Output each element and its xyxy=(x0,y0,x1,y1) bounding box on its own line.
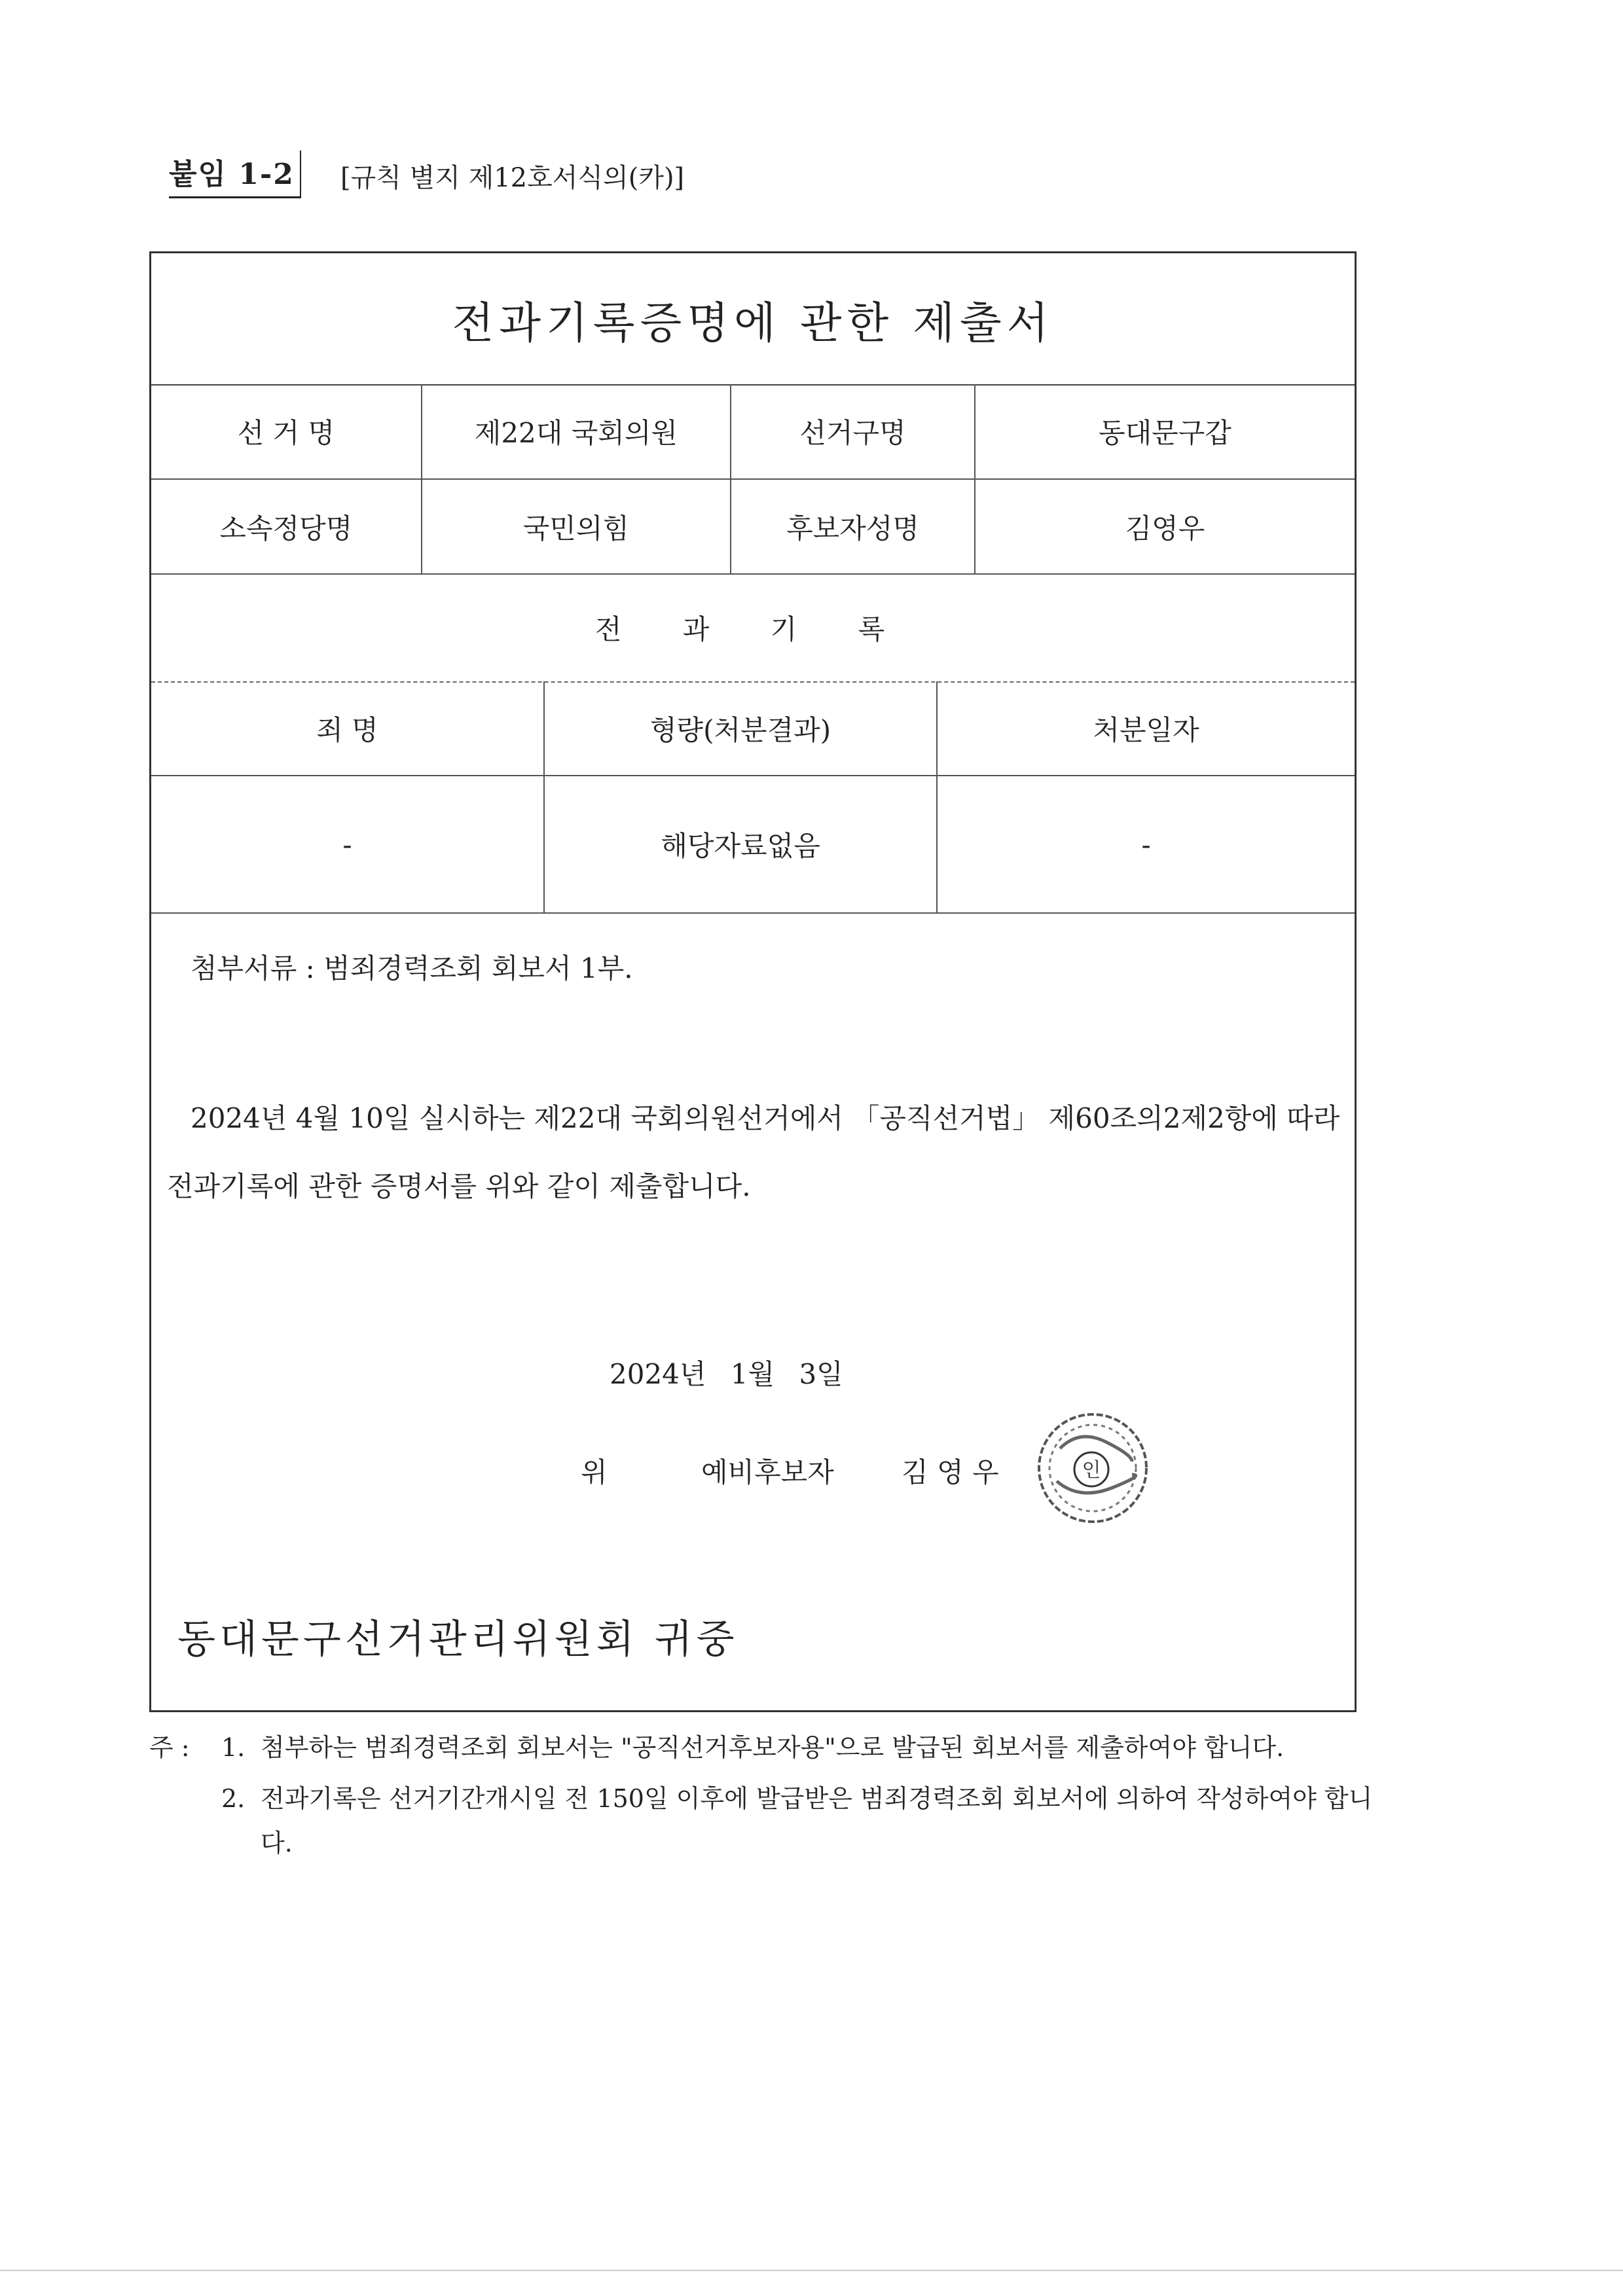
note-text: 전과기록은 선거기간개시일 전 150일 이후에 발급받은 범죄경력조회 회보서에 의하여 작성하여야 합니다. xyxy=(261,1784,1373,1857)
statement-paragraph: 2024년 4월 10일 실시하는 제22대 국회의원선거에서 「공직선거법」 제60조의2제2항에 따라 전과기록에 관한 증명서를 위와 같이 제출합니다. xyxy=(167,1102,1340,1202)
district-label: 선거구명 xyxy=(731,384,975,479)
form-title: 전과기록증명에 관한 제출서 xyxy=(151,253,1355,386)
table-row xyxy=(151,479,1355,574)
submission-form xyxy=(149,251,1357,1712)
seal-stamp xyxy=(1034,1409,1152,1527)
table-cell: - xyxy=(937,776,1355,913)
signature-name: 김 영 우 xyxy=(902,1456,999,1488)
column-header: 죄 명 xyxy=(151,681,544,776)
note-text: 첨부하는 범죄경력조회 회보서는 "공직선거후보자용"으로 발급된 회보서를 제출하여야 합니다. xyxy=(261,1733,1285,1762)
record-section-title: 전 과 기 록 xyxy=(151,574,1355,683)
election-name-value: 제22대 국회의원 xyxy=(422,384,731,479)
column-header: 형량(처분결과) xyxy=(544,681,937,776)
column-header: 처분일자 xyxy=(937,681,1355,776)
note-number: 2. xyxy=(221,1784,246,1813)
list-item xyxy=(149,1725,1380,1770)
signature-line xyxy=(581,1451,999,1490)
page-edge-divider xyxy=(0,2270,1623,2271)
notes-lead: 주 : xyxy=(149,1733,190,1762)
election-name-label: 선 거 명 xyxy=(151,384,422,479)
candidate-label: 후보자성명 xyxy=(731,479,975,574)
note-number: 1. xyxy=(221,1733,246,1762)
seal-mark: 인 xyxy=(1082,1459,1101,1482)
attachment-note: 첨부서류 : 범죄경력조회 회보서 1부. xyxy=(191,952,633,984)
candidate-value: 김영우 xyxy=(975,479,1355,574)
submission-date: 2024년 1월 3일 xyxy=(610,1358,843,1390)
table-cell: 해당자료없음 xyxy=(544,776,937,913)
table-row xyxy=(151,384,1355,479)
table-header-row xyxy=(151,681,1355,776)
list-item xyxy=(149,1776,1380,1865)
notes-lead-spacer xyxy=(149,1776,221,1865)
table-row xyxy=(151,776,1355,913)
party-value: 국민의힘 xyxy=(422,479,731,574)
table-cell: - xyxy=(151,776,544,913)
signature-role: 예비후보자 xyxy=(701,1456,834,1488)
party-label: 소속정당명 xyxy=(151,479,422,574)
addressee: 동대문구선거관리위원회 귀중 xyxy=(177,1617,739,1662)
signature-prefix: 위 xyxy=(581,1456,608,1488)
footnotes xyxy=(149,1725,1380,1865)
form-reference: [규칙 별지 제12호서식의(카)] xyxy=(340,163,685,193)
info-table xyxy=(151,384,1355,575)
record-table xyxy=(151,681,1355,914)
district-value: 동대문구갑 xyxy=(975,384,1355,479)
attachment-badge: 붙임 1-2 xyxy=(169,151,301,198)
